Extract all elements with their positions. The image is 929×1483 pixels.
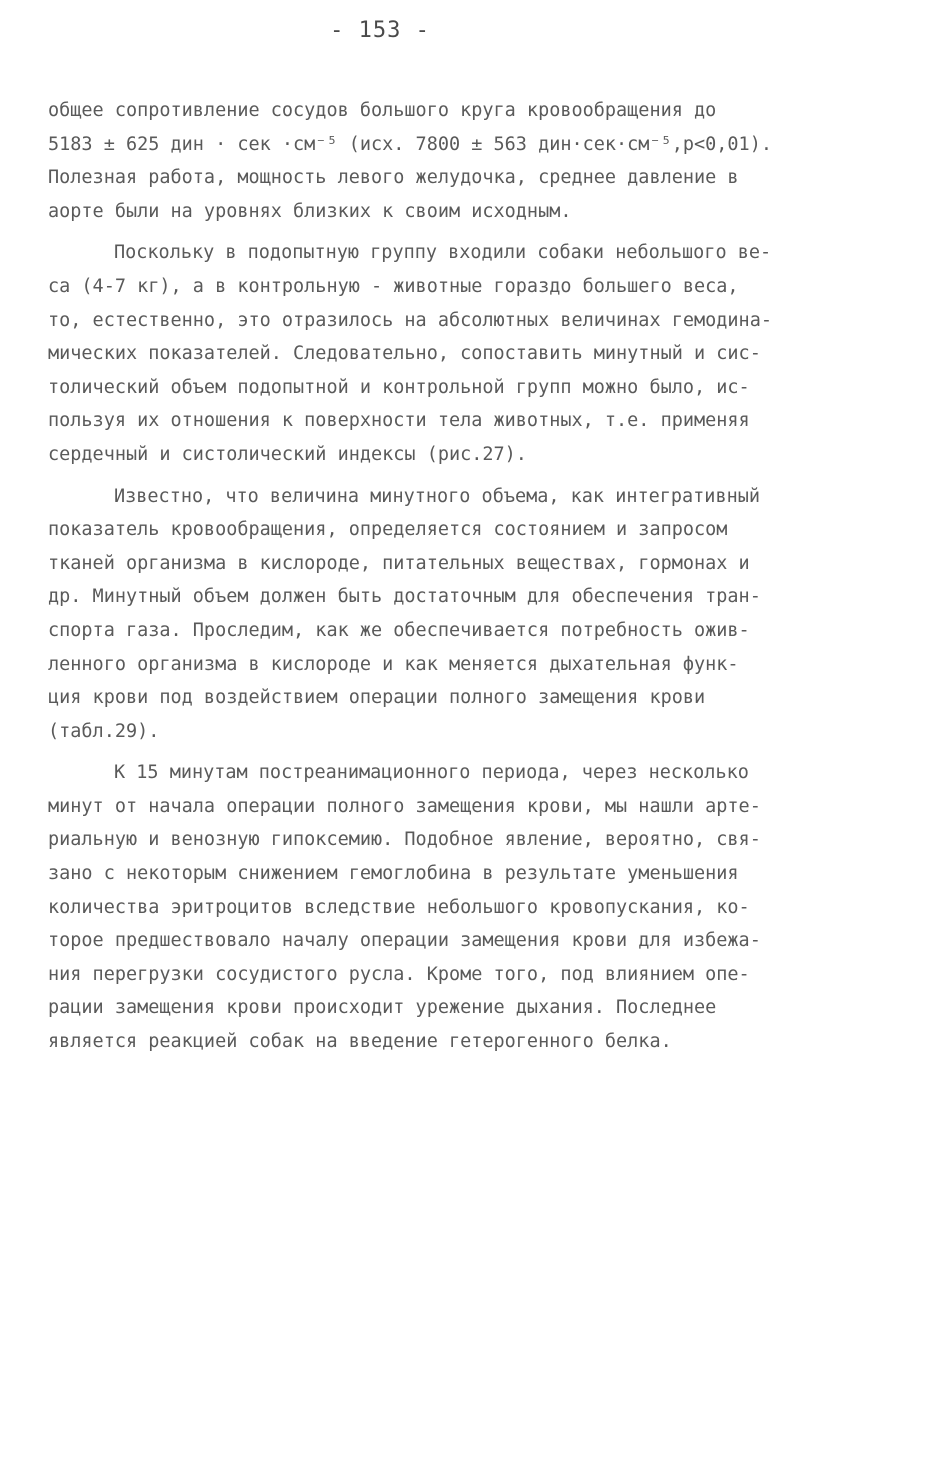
text-line: спорта газа. Проследим, как же обеспечивается потребность ожив-	[48, 619, 750, 641]
text-line: сердечный и систолический индексы (рис.27).	[48, 443, 527, 465]
text-line: пользуя их отношения к поверхности тела животных, т.е. применяя	[48, 410, 750, 432]
text-line: аорте были на уровнях близких к своим исходным.	[48, 200, 572, 222]
text-line: др. Минутный объем должен быть достаточным для обеспечения тран-	[48, 586, 761, 608]
text-line: минут от начала операции полного замещения крови, мы нашли арте-	[48, 795, 761, 817]
text-line: общее сопротивление сосудов большого круга кровообращения до	[48, 100, 717, 121]
page-number: - 153 -	[330, 18, 430, 43]
body-text	[48, 94, 878, 1059]
text-line: са (4-7 кг), а в контрольную - животные гораздо большего веса,	[48, 275, 739, 297]
text-line: Поскольку в подопытную группу входили собаки небольшого ве-	[114, 242, 772, 264]
text-line: К 15 минутам постреанимационного периода, через несколько	[114, 762, 749, 784]
text-line: 5183 ± 625 дин · сек ·см⁻⁵ (исх. 7800 ± 563 дин·сек·см⁻⁵,р<0,01).	[48, 133, 772, 155]
text-line: рации замещения крови происходит урежение дыхания. Последнее	[48, 997, 717, 1019]
text-line: количества эритроцитов вследствие небольшого кровопускания, ко-	[48, 896, 750, 918]
text-line: зано с некоторым снижением гемоглобина в результате уменьшения	[48, 863, 739, 885]
text-line: риальную и венозную гипоксемию. Подобное явление, вероятно, свя-	[48, 829, 761, 851]
paragraph-2	[48, 236, 878, 471]
paragraph-1	[48, 94, 878, 228]
text-line: ленного организма в кислороде и как меняется дыхательная функ-	[48, 653, 739, 675]
text-line: тканей организма в кислороде, питательных веществах, гормонах и	[48, 552, 750, 574]
text-line: толический объем подопытной и контрольной групп можно было, ис-	[48, 376, 750, 398]
text-line: (табл.29).	[48, 720, 160, 742]
text-line: торое предшествовало началу операции замещения крови для избежа-	[48, 930, 761, 952]
text-line: ния перегрузки сосудистого русла. Кроме того, под влиянием опе-	[48, 963, 750, 985]
text-line: то, естественно, это отразилось на абсолютных величинах гемодина-	[48, 309, 772, 331]
paragraph-4	[48, 756, 878, 1058]
text-line: является реакцией собак на введение гетерогенного белка.	[48, 1031, 672, 1053]
text-line: Известно, что величина минутного объема, как интегративный	[114, 485, 761, 507]
text-line: Полезная работа, мощность левого желудочка, среднее давление в	[48, 167, 739, 189]
text-line: показатель кровообращения, определяется состоянием и запросом	[48, 519, 728, 541]
text-line: ция крови под воздействием операции полного замещения крови	[48, 687, 706, 709]
paragraph-3	[48, 480, 878, 749]
text-line: мических показателей. Следовательно, сопоставить минутный и сис-	[48, 343, 761, 365]
